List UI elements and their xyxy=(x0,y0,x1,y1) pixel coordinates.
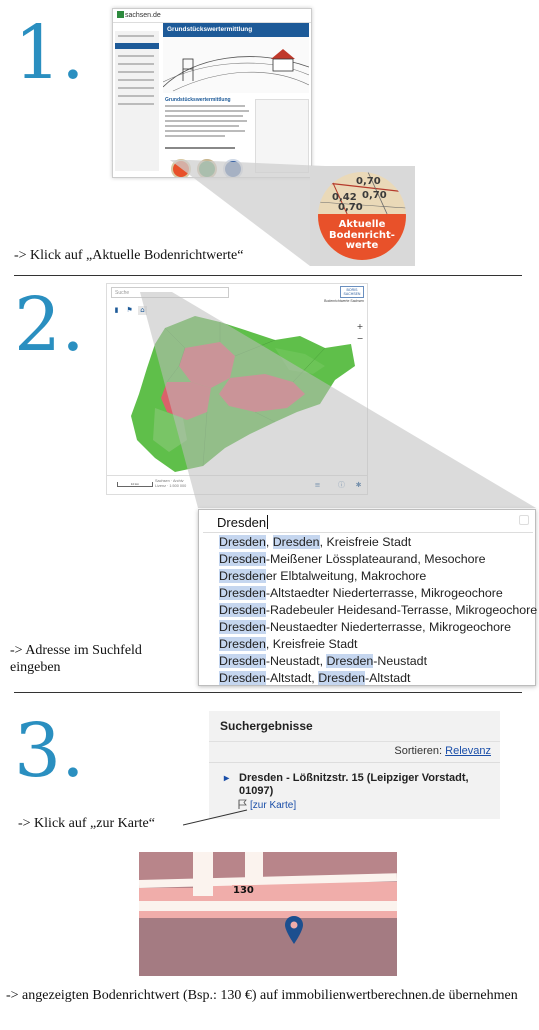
zur-karte-link[interactable]: [zur Karte] xyxy=(250,800,297,811)
map-attribution: Sachsen · Archiv Lizenz · 1:500 000 xyxy=(155,479,187,489)
brand-text: Bodenrichtwerte Sachsen xyxy=(324,299,364,303)
search-results-panel xyxy=(209,711,500,819)
aktuelle-bodenrichtwerte-label: Aktuelle Bodenricht- werte xyxy=(329,219,395,251)
suggestion-item[interactable] xyxy=(219,534,537,551)
chevron-right-icon: ▸ xyxy=(224,773,230,784)
suggestion-match: Dresden xyxy=(219,671,266,685)
bodenrichtwert-value-label: 130 xyxy=(233,885,254,896)
suggestion-text: , Kreisfreie Stadt xyxy=(265,637,358,651)
suggestion-item[interactable] xyxy=(219,636,537,653)
sort-control xyxy=(394,745,491,757)
final-instruction: -> angezeigten Bodenrichtwert (Bsp.: 130 €) auf immobilienwertberechnen.de übernehmen xyxy=(6,988,518,1003)
suggestion-text: -Altstadt xyxy=(365,671,411,685)
suggestion-text: -Radebeuler Heidesand-Terrasse, Mikrogeochore xyxy=(265,603,538,617)
result-title[interactable]: Dresden - Lößnitzstr. 15 (Leipziger Vorstadt, 01097) xyxy=(239,772,469,798)
suggestion-match: Dresden xyxy=(219,586,266,600)
map-scale-bar: 10 km xyxy=(117,482,153,487)
zoom-callout-2 xyxy=(0,280,539,520)
step-number-2: 2. xyxy=(14,282,85,368)
sort-label: Sortieren: xyxy=(394,745,443,757)
step-3-instruction: -> Klick auf „zur Karte“ xyxy=(18,816,155,831)
zoom-callout-1 xyxy=(0,0,539,280)
search-autocomplete xyxy=(198,509,536,686)
website-banner: Grundstückswertermittlung xyxy=(163,23,309,37)
suggestion-text: -Neustaedter Niederterrasse, Mikrogeochore xyxy=(265,620,512,634)
suggestion-text: -Altstaedter Niederterrasse, Mikrogeochore xyxy=(265,586,503,600)
suggestion-match: Dresden xyxy=(219,535,266,549)
suggestion-text: , Kreisfreie Stadt xyxy=(319,535,412,549)
pointer-line xyxy=(183,809,249,826)
aktuelle-bodenrichtwerte-button[interactable]: 0,70 0,42 0,70 0,70 Aktuelle Bodenricht- werte xyxy=(318,172,406,260)
suggestion-text: -Altstadt, xyxy=(265,671,319,685)
clear-search-icon[interactable] xyxy=(519,515,529,525)
suggestion-match: Dresden xyxy=(219,654,266,668)
suggestion-match: Dresden xyxy=(326,654,374,668)
suggestion-item[interactable] xyxy=(219,602,537,619)
address-search-input[interactable]: Dresden xyxy=(203,513,533,533)
suggestion-match: Dresden xyxy=(219,552,266,566)
step-number-1: 1. xyxy=(14,10,85,96)
suggestion-text: er Elbtalweitung, Makrochore xyxy=(265,569,427,583)
zoom-out-button[interactable]: − xyxy=(356,334,364,343)
map-search-field[interactable]: Suche xyxy=(111,287,229,298)
zoom-box-bodenrichtwerte xyxy=(310,166,415,266)
suggestion-item[interactable] xyxy=(219,670,537,687)
zoom-in-button[interactable]: + xyxy=(356,322,364,331)
suggestion-match: Dresden xyxy=(219,603,266,617)
result-map-view xyxy=(139,852,397,976)
results-heading: Suchergebnisse xyxy=(220,719,313,733)
section-divider-1 xyxy=(14,275,522,276)
step-2-instruction-line-1: -> Adresse im Suchfeld xyxy=(10,643,142,658)
website-page-heading: Grundstückswertermittlung xyxy=(165,97,231,103)
boris-logo: BORIS SACHSEN xyxy=(340,286,364,298)
suggestion-list xyxy=(219,534,537,687)
layers-icon[interactable]: ▮ xyxy=(114,306,119,314)
flag-icon xyxy=(238,799,248,809)
suggestion-text: -Meißener Lössplateaurand, Mesochore xyxy=(265,552,486,566)
bookmark-icon[interactable]: ⚑ xyxy=(126,306,133,314)
suggestion-text: -Neustadt xyxy=(373,654,428,668)
step-2-instruction-line-2: eingeben xyxy=(10,659,61,675)
suggestion-item[interactable] xyxy=(219,585,537,602)
sachsen-logo: sachsen.de xyxy=(117,11,161,19)
step-number-3: 3. xyxy=(14,708,85,794)
suggestion-match: Dresden xyxy=(272,535,320,549)
home-icon[interactable]: ⌂ xyxy=(138,306,147,315)
step-1-instruction: -> Klick auf „Aktuelle Bodenrichtwerte“ xyxy=(14,248,244,263)
suggestion-match: Dresden xyxy=(318,671,366,685)
section-divider-2 xyxy=(14,692,522,693)
suggestion-item[interactable] xyxy=(219,551,537,568)
suggestion-match: Dresden xyxy=(219,620,266,634)
sort-relevance-link[interactable]: Relevanz xyxy=(445,745,491,757)
suggestion-item[interactable] xyxy=(219,653,537,670)
step-2-instruction xyxy=(10,643,142,677)
suggestion-text: -Neustadt, xyxy=(265,654,327,668)
suggestion-item[interactable] xyxy=(219,568,537,585)
location-pin-icon[interactable] xyxy=(285,916,303,944)
suggestion-match: Dresden xyxy=(219,569,266,583)
suggestion-text: , xyxy=(265,535,273,549)
suggestion-item[interactable] xyxy=(219,619,537,636)
suggestion-match: Dresden xyxy=(219,637,266,651)
